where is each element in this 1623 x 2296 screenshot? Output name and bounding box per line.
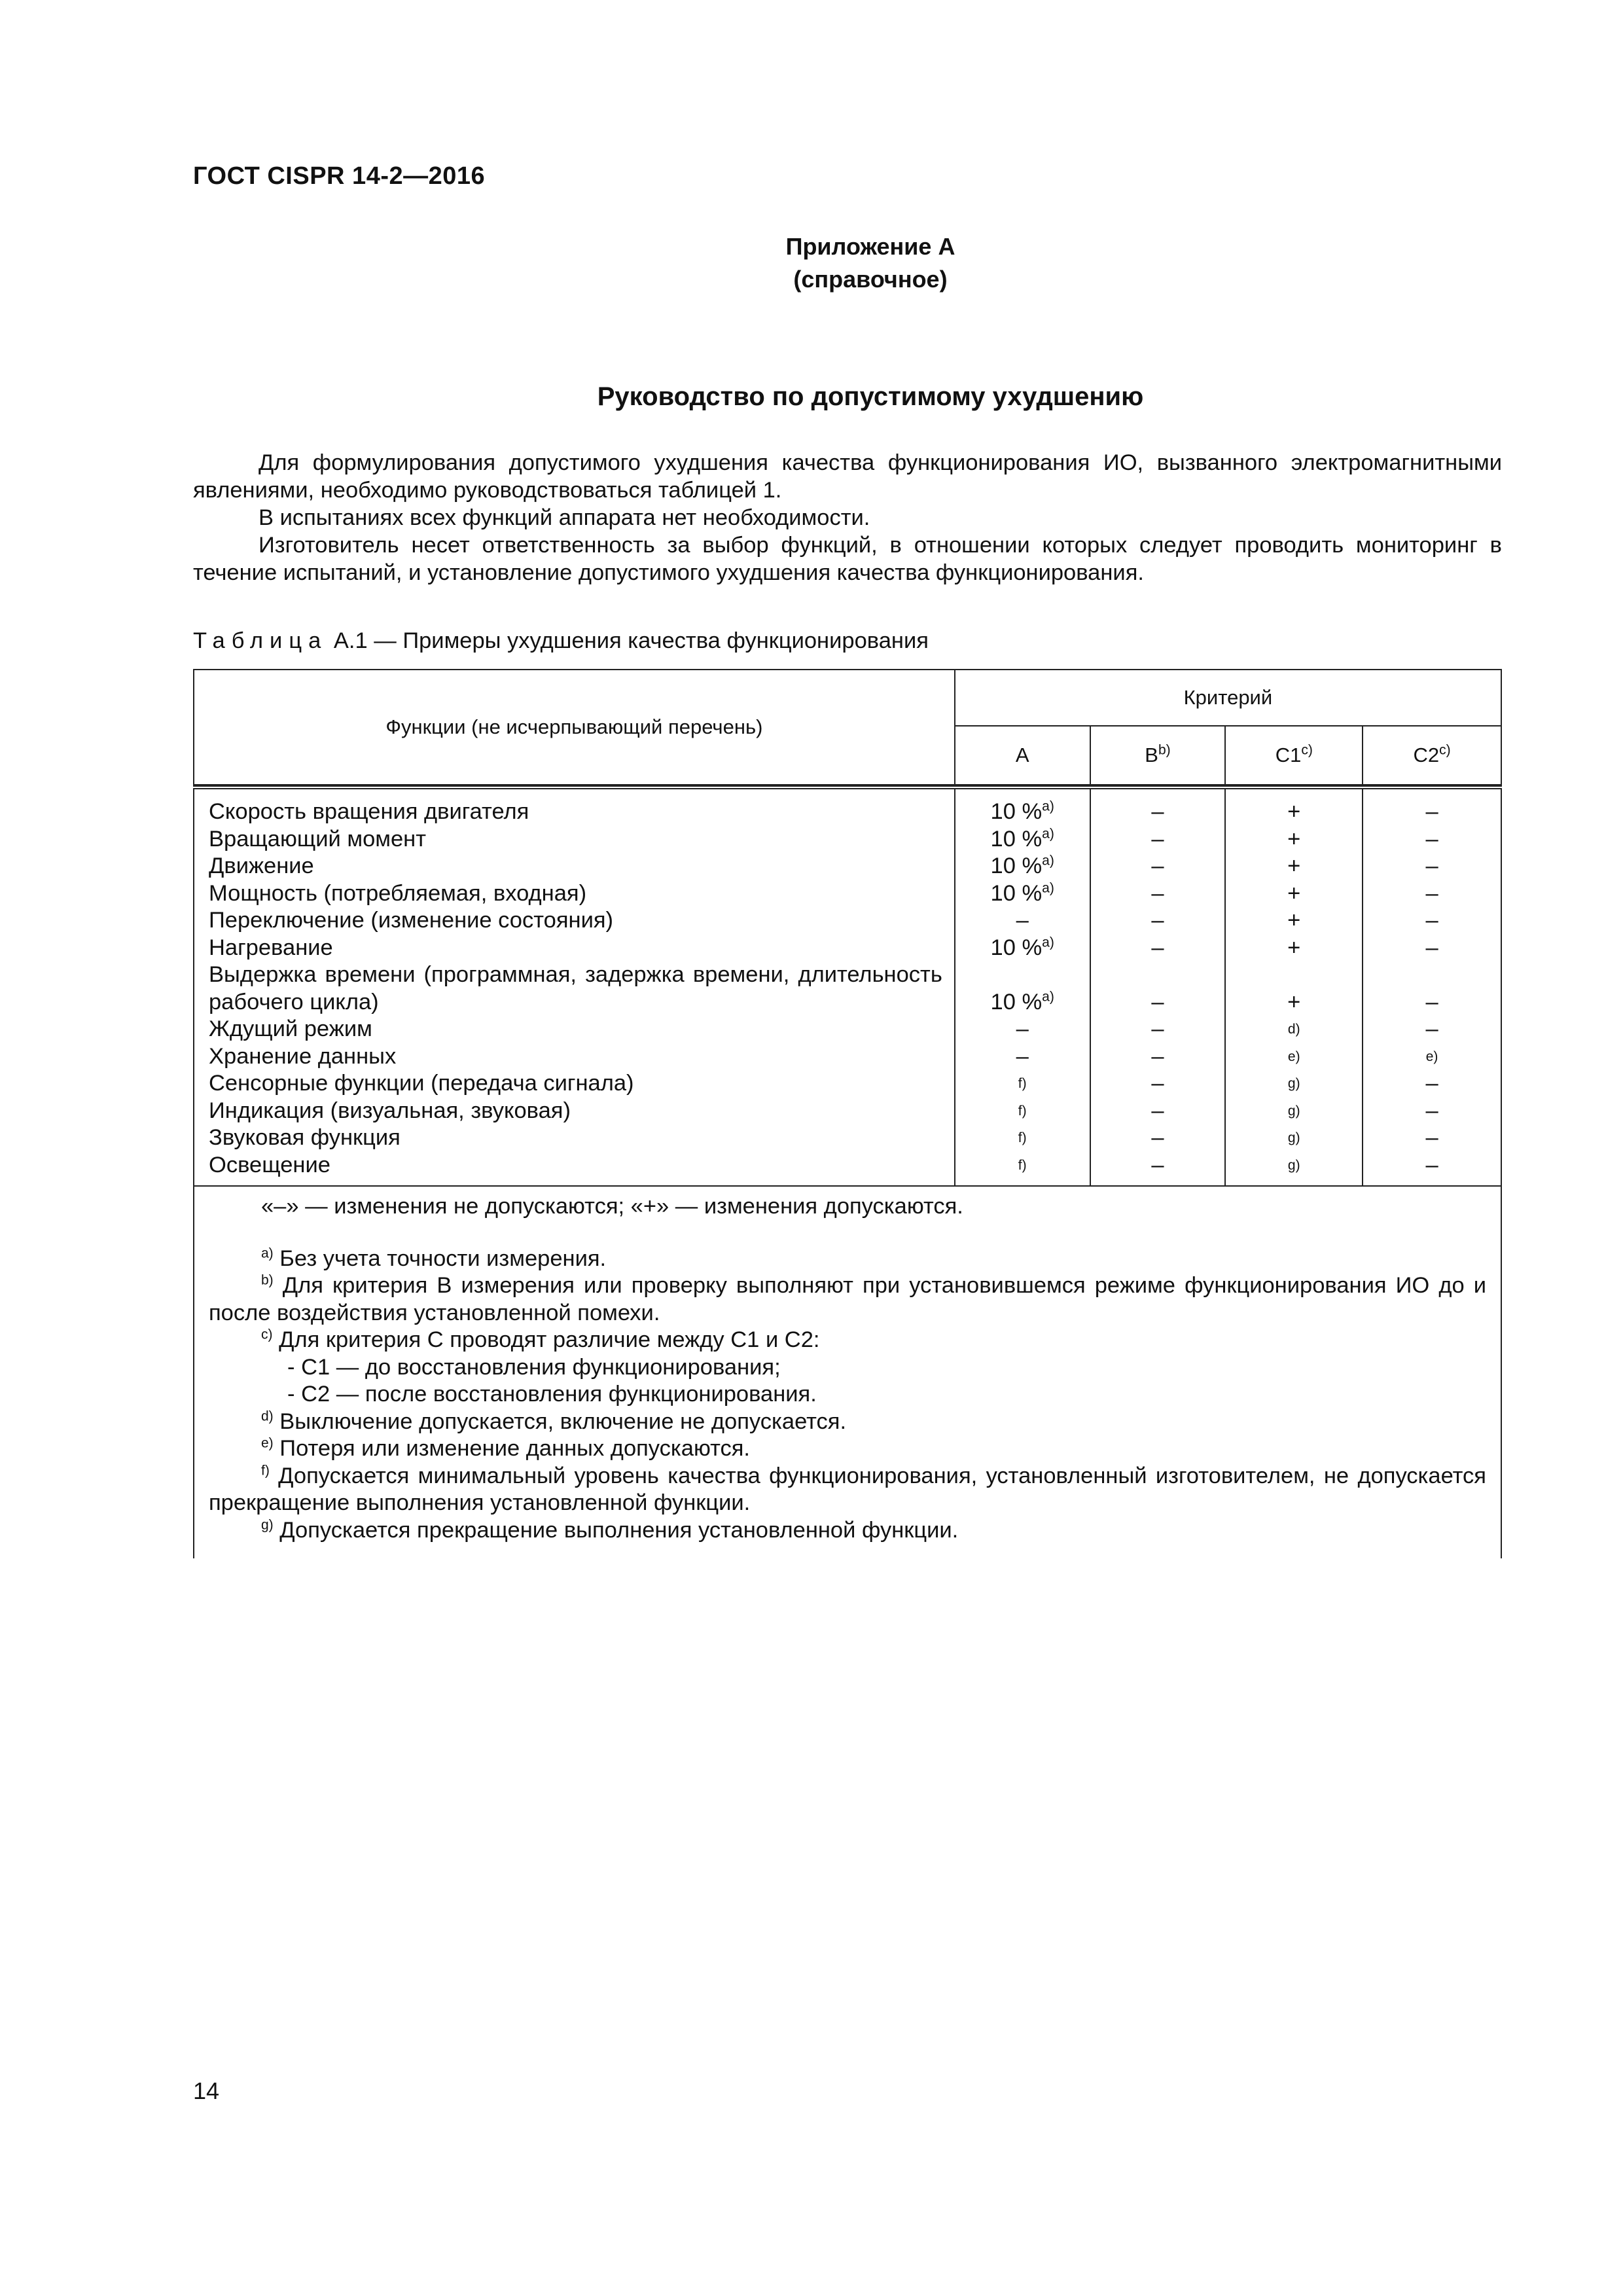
function-item: Переключение (изменение состояния) bbox=[209, 908, 614, 933]
cell-value bbox=[1363, 961, 1501, 989]
cell-value: – bbox=[1425, 1071, 1438, 1096]
functions-column bbox=[194, 787, 955, 1186]
cell-value: – bbox=[1425, 1016, 1438, 1041]
intro-paragraph-3: Изготовитель несет ответственность за выбор функций, в отношении которых следует проводить мониторинг в течение испытаний, и установление допустимого ухудшения качества функционирования. bbox=[193, 533, 1502, 585]
footnote-c-item-1: - С1 — до восстановления функционирования; bbox=[287, 1354, 781, 1380]
cell-value: – bbox=[1425, 1152, 1438, 1177]
footnote-a: $^{a)}$ Без учета точности измерения. bbox=[261, 1246, 607, 1271]
cell-value: g) bbox=[1287, 1157, 1300, 1173]
footnote-f: $^{f)}$ Допускается минимальный уровень качества функционирования, установленный изготовителем, не допускается прекращение выполнения установленной функции. bbox=[209, 1463, 1486, 1515]
cell-value: – bbox=[1151, 1016, 1164, 1041]
cell-value: – bbox=[1425, 1125, 1438, 1150]
cell-value: – bbox=[1016, 908, 1029, 933]
annex-type: (справочное) bbox=[793, 266, 948, 293]
header-functions: Функции (не исчерпывающий перечень) bbox=[194, 670, 955, 785]
document-header: ГОСТ CISPR 14-2—2016 bbox=[193, 162, 486, 190]
annex-title: Приложение А bbox=[785, 233, 955, 260]
criterion-b-column bbox=[1090, 787, 1226, 1186]
intro-text bbox=[193, 449, 1502, 586]
cell-value: – bbox=[1151, 853, 1164, 878]
footnote-b: $^{b)}$ Для критерия В измерения или проверку выполняют при установившемся режиме функционирования ИО до и после воздействия установленной помехи. bbox=[209, 1272, 1486, 1325]
header-col-c1 bbox=[1225, 726, 1363, 785]
cell-value: e) bbox=[1425, 1049, 1438, 1064]
cell-value: 10 %$^{a)}$ bbox=[990, 880, 1054, 906]
table-notes-row bbox=[194, 1186, 1501, 1558]
footnote-c-item-2: - С2 — после восстановления функционирования. bbox=[287, 1382, 817, 1407]
cell-value: – bbox=[1151, 989, 1164, 1014]
cell-value: – bbox=[1151, 826, 1164, 852]
function-item: Скорость вращения двигателя bbox=[209, 799, 529, 824]
header-col-b-label: B bbox=[1145, 744, 1158, 766]
function-item: Нагревание bbox=[209, 935, 333, 960]
cell-value: 10 %$^{a)}$ bbox=[990, 989, 1054, 1014]
cell-value: – bbox=[1425, 799, 1438, 824]
function-item: Ждущий режим bbox=[209, 1016, 372, 1041]
cell-value: f) bbox=[1018, 1103, 1027, 1119]
footnote-e: $^{e)}$ Потеря или изменение данных допускаются. bbox=[261, 1435, 751, 1461]
cell-value: – bbox=[1151, 880, 1164, 906]
table-body-row bbox=[194, 787, 1501, 1186]
cell-value: + bbox=[1287, 908, 1301, 933]
header-criterion: Критерий bbox=[955, 670, 1501, 726]
cell-value: + bbox=[1287, 880, 1301, 906]
criterion-c1-column bbox=[1225, 787, 1363, 1186]
cell-value: 10 %$^{a)}$ bbox=[990, 798, 1054, 824]
cell-value: 10 %$^{a)}$ bbox=[990, 853, 1054, 878]
table-caption-label: Таблица bbox=[193, 628, 328, 653]
header-col-c1-label: C1 bbox=[1275, 744, 1302, 766]
footnote-g: $^{g)}$ Допускается прекращение выполнения установленной функции. bbox=[261, 1517, 959, 1543]
cell-value: + bbox=[1287, 799, 1301, 824]
header-col-a: A bbox=[955, 726, 1090, 785]
cell-value: f) bbox=[1018, 1130, 1027, 1145]
cell-value: – bbox=[1425, 880, 1438, 906]
cell-value: + bbox=[1287, 989, 1301, 1014]
cell-value: – bbox=[1151, 799, 1164, 824]
criterion-a-column bbox=[955, 787, 1090, 1186]
cell-value: g) bbox=[1287, 1103, 1300, 1119]
cell-value: – bbox=[1425, 908, 1438, 933]
cell-value: d) bbox=[1287, 1022, 1300, 1037]
cell-value: e) bbox=[1287, 1049, 1300, 1064]
cell-value: – bbox=[1151, 1125, 1164, 1150]
header-col-c1-note: c) bbox=[1301, 742, 1313, 758]
function-item: Звуковая функция bbox=[209, 1125, 401, 1150]
function-item: Хранение данных bbox=[209, 1043, 397, 1069]
cell-value bbox=[1091, 961, 1225, 989]
cell-value: – bbox=[1151, 935, 1164, 960]
header-col-c2 bbox=[1363, 726, 1501, 785]
cell-value: – bbox=[1151, 1043, 1164, 1069]
cell-value bbox=[1226, 961, 1362, 989]
function-item: Вращающий момент bbox=[209, 826, 427, 852]
cell-value: 10 %$^{a)}$ bbox=[990, 935, 1054, 960]
section-title: Руководство по допустимому ухудшению bbox=[597, 382, 1144, 411]
cell-value: f) bbox=[1018, 1157, 1027, 1173]
header-col-b bbox=[1090, 726, 1226, 785]
cell-value: – bbox=[1425, 826, 1438, 852]
notes-legend: «–» — изменения не допускаются; «+» — изменения допускаются. bbox=[261, 1194, 963, 1219]
cell-value: – bbox=[1151, 1152, 1164, 1177]
cell-value: – bbox=[1425, 989, 1438, 1014]
footnote-c: $^{c)}$ Для критерия С проводят различие между С1 и С2: bbox=[261, 1327, 820, 1352]
header-col-c2-note: c) bbox=[1439, 742, 1451, 758]
cell-value: g) bbox=[1287, 1076, 1300, 1091]
cell-value: 10 %$^{a)}$ bbox=[990, 826, 1054, 852]
cell-value: – bbox=[1151, 908, 1164, 933]
function-item: Сенсорные функции (передача сигнала) bbox=[209, 1071, 634, 1096]
cell-value: – bbox=[1151, 1098, 1164, 1123]
intro-paragraph-2: В испытаниях всех функций аппарата нет необходимости. bbox=[259, 505, 870, 530]
cell-value: g) bbox=[1287, 1130, 1300, 1145]
cell-value: – bbox=[1425, 853, 1438, 878]
function-item: Освещение bbox=[209, 1152, 330, 1177]
cell-value bbox=[955, 961, 1090, 989]
header-col-c2-label: C2 bbox=[1413, 744, 1440, 766]
cell-value: – bbox=[1425, 935, 1438, 960]
cell-value: – bbox=[1016, 1016, 1029, 1041]
cell-value: – bbox=[1425, 1098, 1438, 1123]
cell-value: + bbox=[1287, 853, 1301, 878]
cell-value: + bbox=[1287, 935, 1301, 960]
function-item: Мощность (потребляемая, входная) bbox=[209, 880, 587, 906]
footnote-d: $^{d)}$ Выключение допускается, включение не допускается. bbox=[261, 1408, 847, 1434]
intro-paragraph-1: Для формулирования допустимого ухудшения качества функционирования ИО, вызванного электромагнитными явлениями, необходимо руководствоваться таблицей 1. bbox=[193, 450, 1502, 503]
degradation-table bbox=[193, 669, 1502, 1558]
function-item: Индикация (визуальная, звуковая) bbox=[209, 1098, 571, 1123]
table-caption-text: А.1 — Примеры ухудшения качества функционирования bbox=[327, 628, 929, 653]
page-number: 14 bbox=[193, 2077, 220, 2104]
annex-heading bbox=[0, 230, 1623, 296]
cell-value: – bbox=[1151, 1071, 1164, 1096]
cell-value: + bbox=[1287, 826, 1301, 852]
header-col-b-note: b) bbox=[1158, 742, 1171, 758]
function-item: Движение bbox=[209, 853, 314, 878]
cell-value: – bbox=[1016, 1043, 1029, 1069]
table-notes bbox=[194, 1186, 1501, 1558]
criterion-c2-column bbox=[1363, 787, 1501, 1186]
cell-value: f) bbox=[1018, 1076, 1027, 1091]
table-caption bbox=[193, 628, 929, 654]
function-item: Выдержка времени (программная, задержка времени, длительность рабочего цикла) bbox=[209, 962, 942, 1014]
